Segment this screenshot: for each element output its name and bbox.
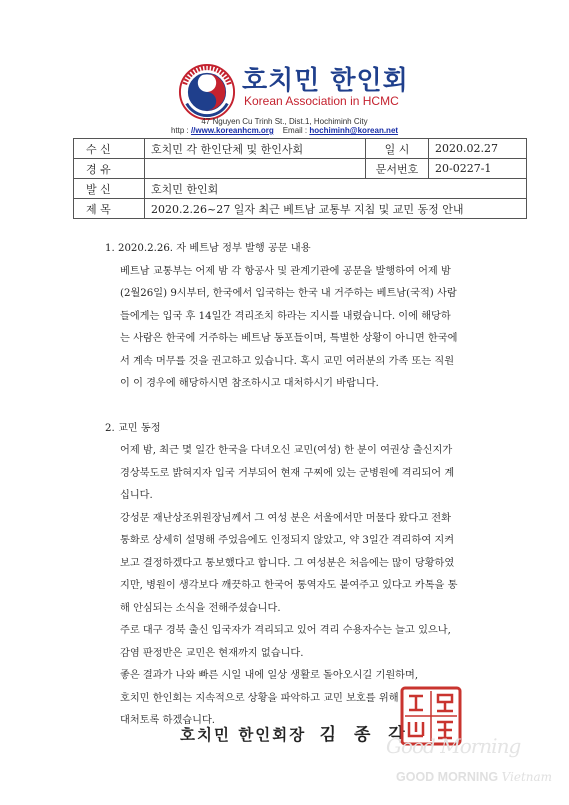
http-label: http :	[170, 126, 191, 135]
text-line: 호치민 한인회는 지속적으로 상황을 파악하고 교민 보호를 위해	[120, 692, 399, 704]
to-value: 호치민 각 한인단체 및 한인사회	[145, 139, 366, 159]
text-line: 주로 대구 경북 출신 입국자가 격리되고 있어 격리 수용자수는 늘고 있으나,	[120, 625, 451, 636]
text-line: 베트남 교통부는 어제 밤 각 항공사 및 관계기관에 공문을 발행하여 어제 밤	[120, 265, 451, 277]
to-label: 수 신	[74, 139, 145, 159]
text-line: 대처토록 하겠습니다.	[120, 715, 216, 726]
org-address: 47 Nguyen Cu Trinh St., Dist.1, Hochiminh City	[201, 117, 368, 126]
text-line: 들에게는 입국 후 14일간 격리조치 하라는 지시를 내렸습니다. 이에 해당하	[120, 310, 451, 322]
docno-value: 20-0227-1	[429, 159, 527, 179]
docno-label: 문서번호	[366, 159, 429, 179]
text-line: 해 안심되는 소식을 전해주셨습니다.	[120, 602, 281, 614]
document-body	[103, 238, 533, 733]
memo-header-table	[73, 138, 527, 219]
text-line: 좋은 결과가 나와 빠른 시일 내에 일상 생활로 돌아오시길 기원하며,	[120, 670, 419, 681]
text-line: 지만, 병원이 생각보다 깨끗하고 한국어 통역자도 붙여주고 있다고 카톡을 통	[120, 580, 458, 591]
text-line: 십니다.	[120, 490, 153, 501]
text-line: 감염 판정반은 교민은 현재까지 없습니다.	[120, 647, 304, 659]
date-value: 2020.02.27	[429, 139, 527, 159]
text-line: 보고 결정하겠다고 통보했다고 합니다. 그 여성분은 처음에는 많이 당황하였	[120, 557, 455, 569]
contact-line	[0, 126, 569, 135]
watermark-text	[396, 770, 552, 784]
text-line: 서 계속 머무를 것을 권고하고 있습니다. 혹시 교민 여러분의 가족 또는 직원	[120, 355, 455, 367]
text-line: 통화로 상세히 설명해 주었음에도 인정되지 않았고, 약 3일간 격리하여 지켜	[120, 535, 455, 546]
date-label: 일 시	[366, 139, 429, 159]
text-line: 경상북도로 밝혀지자 입국 거부되어 현재 구찌에 있는 군병원에 격리되어 계	[120, 467, 455, 479]
table-row	[74, 179, 527, 199]
section-1-title: 1. 2020.2.26. 자 베트남 정부 발행 공문 내용	[105, 243, 311, 254]
signature-name: 김 종 각	[319, 725, 411, 745]
watermark-bold: GOOD MORNING	[396, 770, 502, 784]
website-link[interactable]: //www.koreanhcm.org	[190, 126, 274, 135]
section-2-title: 2. 교민 동정	[105, 422, 161, 434]
text-line: 강성문 재난상조위원장님께서 그 여성 분은 서울에서만 머물다 왔다고 전화	[120, 512, 451, 524]
email-label: Email :	[282, 126, 310, 135]
table-row	[74, 139, 527, 159]
signature-title: 호치민 한인회장	[180, 725, 307, 744]
text-line: 이 이 경우에 해당하시면 참조하시고 대처하시기 바랍니다.	[120, 378, 379, 389]
association-logo	[178, 63, 236, 121]
watermark-script: Good Morning	[386, 734, 521, 758]
org-name-korean: 호치민 한인회	[242, 66, 409, 96]
text-line: 는 사람은 한국에 거주하는 베트남 동포들이며, 특별한 상황이 아니면 한국에	[120, 333, 458, 344]
section-2-text	[103, 440, 533, 733]
section-1-text	[103, 261, 533, 396]
from-value: 호치민 한인회	[145, 179, 527, 199]
text-line: (2월26일) 9시부터, 한국에서 입국하는 한국 내 거주하는 베트남(국적) 사람	[120, 288, 457, 299]
email-link[interactable]: hochiminh@korean.net	[309, 126, 399, 135]
subject-label: 제 목	[74, 199, 145, 219]
table-row	[74, 199, 527, 219]
via-value	[145, 159, 366, 179]
subject-value: 2020.2.26~27 일자 최근 베트남 교통부 지침 및 교민 동정 안내	[145, 199, 527, 219]
text-line: 어제 밤, 최근 몇 일간 한국을 다녀오신 교민(여성) 한 분이 여권상 출신지가	[120, 445, 453, 456]
watermark-vietnam: Vietnam	[501, 770, 553, 784]
table-row	[74, 159, 527, 179]
via-label: 경 유	[74, 159, 145, 179]
signature-line	[180, 720, 411, 745]
org-name-english: Korean Association in HCMC	[244, 94, 399, 108]
from-label: 발 신	[74, 179, 145, 199]
